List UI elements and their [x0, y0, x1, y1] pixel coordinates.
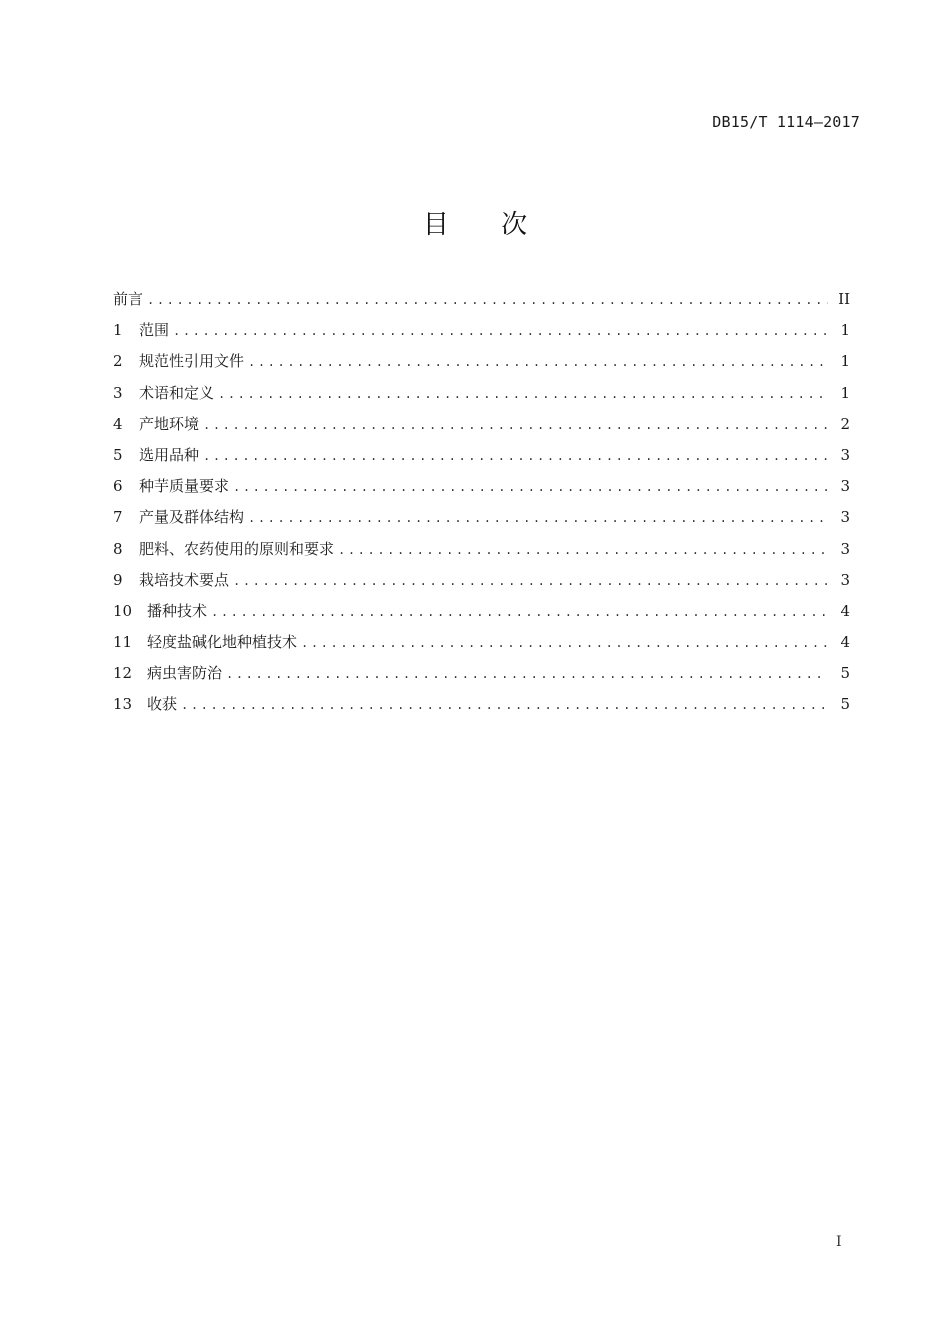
toc-entry-11[interactable] [113, 627, 850, 658]
dot-leader [181, 690, 828, 721]
toc-entry-4[interactable] [113, 409, 850, 440]
toc-entry-2[interactable] [113, 346, 850, 377]
toc-entry-1[interactable] [113, 315, 850, 346]
toc-entry-page: 3 [840, 508, 850, 527]
toc-entry-number: 4 [113, 414, 123, 433]
toc-entry-13[interactable] [113, 689, 850, 720]
toc-entry-page: 1 [840, 352, 850, 371]
toc-entry-12[interactable] [113, 658, 850, 689]
toc-entry-number: 10 [113, 601, 133, 620]
dot-leader [218, 379, 828, 410]
toc-entry-label: 术语和定义 [139, 383, 215, 402]
toc-entry-number: 1 [113, 321, 123, 340]
toc-entry-8[interactable] [113, 534, 850, 565]
toc-entry-7[interactable] [113, 502, 850, 533]
toc-entry-label: 病虫害防治 [147, 664, 223, 683]
dot-leader [203, 441, 828, 472]
toc-entry-page: 5 [840, 664, 850, 683]
toc-entry-page: 1 [840, 321, 850, 340]
toc-entry-page: 3 [840, 539, 850, 558]
toc-entry-foreword[interactable] [113, 284, 850, 315]
toc-entry-label: 产地环境 [139, 414, 200, 433]
toc-entry-page: 4 [840, 633, 850, 652]
toc-entry-9[interactable] [113, 565, 850, 596]
dot-leader [173, 316, 828, 347]
toc-entry-label: 规范性引用文件 [139, 352, 245, 371]
dot-leader [233, 566, 828, 597]
dot-leader [301, 628, 828, 659]
toc-entry-label: 前言 [113, 290, 144, 308]
toc-entry-page: 4 [840, 601, 850, 620]
toc-entry-5[interactable] [113, 440, 850, 471]
dot-leader [233, 472, 828, 503]
toc-entry-page: 2 [840, 414, 850, 433]
dot-leader [147, 285, 828, 316]
toc-entry-6[interactable] [113, 471, 850, 502]
dot-leader [226, 659, 828, 690]
toc-entry-label: 肥料、农药使用的原则和要求 [139, 539, 335, 558]
toc-entry-page: 3 [840, 445, 850, 464]
toc-entry-page: 1 [840, 383, 850, 402]
toc-entry-page: 5 [840, 695, 850, 714]
toc-entry-number: 6 [113, 477, 123, 496]
dot-leader [248, 503, 828, 534]
toc-entry-number: 12 [113, 664, 133, 683]
toc-entry-number: 8 [113, 539, 123, 558]
toc-entry-page: 3 [840, 570, 850, 589]
toc-entry-number: 9 [113, 570, 123, 589]
toc-entry-label: 栽培技术要点 [139, 570, 230, 589]
toc-entry-page: II [838, 290, 850, 308]
toc-entry-label: 轻度盐碱化地种植技术 [147, 633, 298, 652]
page-title: 目 次 [422, 210, 550, 240]
toc-entry-label: 产量及群体结构 [139, 508, 245, 527]
toc-entry-number: 2 [113, 352, 123, 371]
toc-entry-label: 收获 [147, 695, 178, 714]
toc-entry-label: 种芋质量要求 [139, 477, 230, 496]
dot-leader [211, 597, 828, 628]
dot-leader [248, 347, 828, 378]
toc-entry-10[interactable] [113, 596, 850, 627]
toc-entry-number: 5 [113, 445, 123, 464]
toc-entry-3[interactable] [113, 378, 850, 409]
toc-entry-page: 3 [840, 477, 850, 496]
toc-entry-label: 播种技术 [147, 601, 208, 620]
table-of-contents [113, 284, 850, 721]
page-number: I [836, 1234, 842, 1250]
standard-code: DB15/T 1114—2017 [712, 113, 860, 131]
toc-entry-number: 3 [113, 383, 123, 402]
toc-entry-label: 范围 [139, 321, 170, 340]
toc-entry-number: 13 [113, 695, 133, 714]
dot-leader [338, 535, 828, 566]
toc-entry-number: 11 [113, 633, 133, 652]
toc-entry-number: 7 [113, 508, 123, 527]
dot-leader [203, 410, 828, 441]
toc-entry-label: 选用品种 [139, 445, 200, 464]
